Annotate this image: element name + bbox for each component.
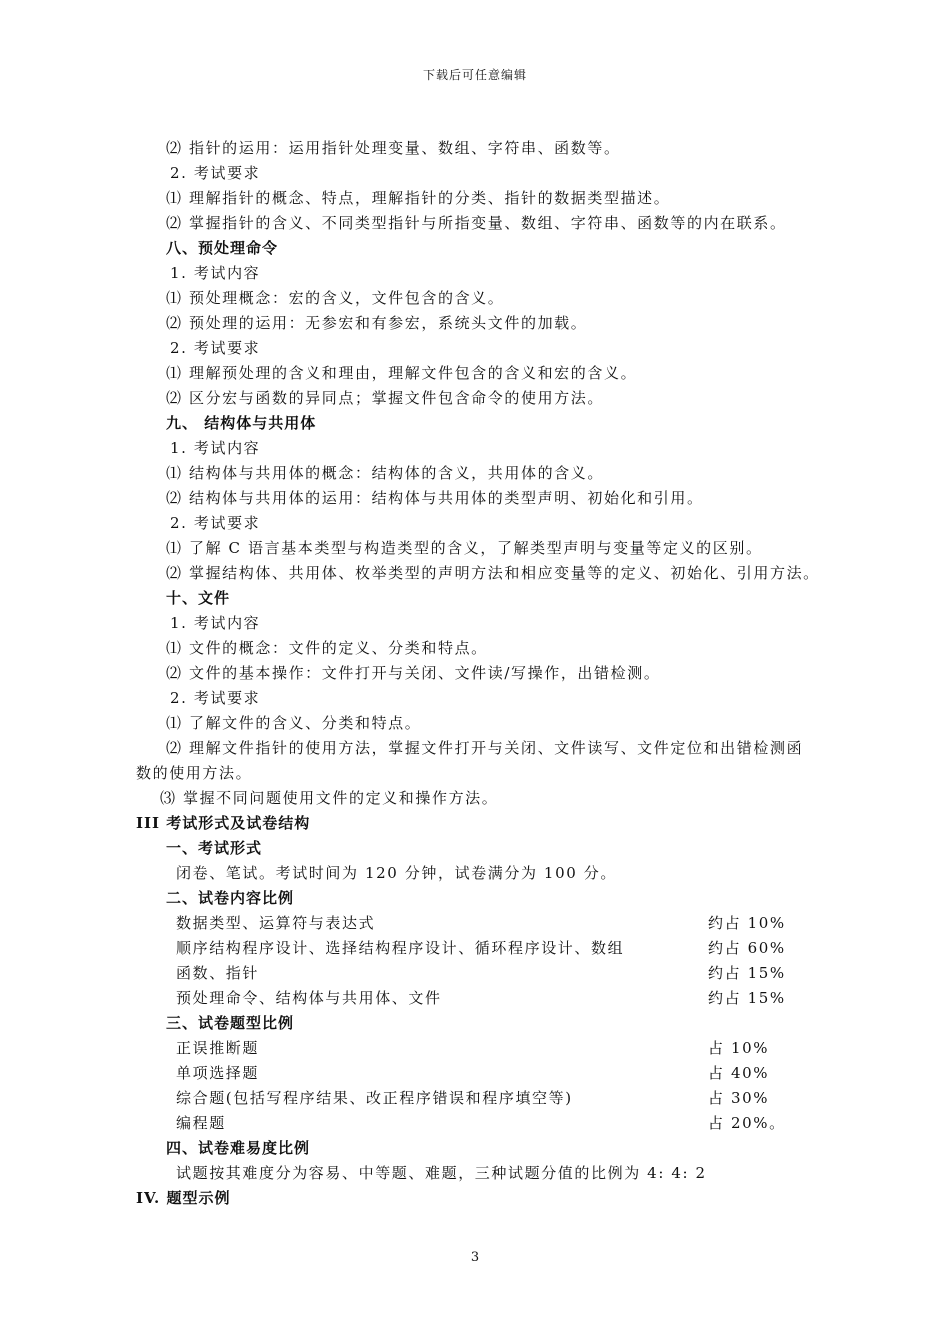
part-heading: III 考试形式及试卷结构 [136,814,311,832]
ratio-name: 单项选择题 [176,1064,260,1082]
section-heading: 一、考试形式 [166,839,263,857]
ratio-value: 占 40% [708,1064,770,1082]
text-line: ⑶ 掌握不同问题使用文件的定义和操作方法。 [160,789,499,807]
text-line: ⑴ 了解 C 语言基本类型与构造类型的含义，了解类型声明与变量等定义的区别。 [166,539,763,557]
text-line: ⑴ 了解文件的含义、分类和特点。 [166,714,422,732]
text-line: ⑴ 文件的概念：文件的定义、分类和特点。 [166,639,488,657]
text-line: 试题按其难度分为容易、中等题、难题，三种试题分值的比例为 4: 4: 2 [176,1164,707,1182]
text-line: ⑵ 预处理的运用：无参宏和有参宏，系统头文件的加载。 [166,314,588,332]
ratio-name: 函数、指针 [176,964,260,982]
ratio-row [136,1086,826,1111]
ratio-name: 正误推断题 [176,1039,260,1057]
text-line: 2. 考试要求 [170,164,261,182]
text-line: 1. 考试内容 [170,264,261,282]
ratio-name: 顺序结构程序设计、选择结构程序设计、循环程序设计、数组 [176,939,625,957]
section-heading: 十、文件 [166,589,231,607]
ratio-row [136,986,826,1011]
section-heading: 九、 结构体与共用体 [166,414,317,432]
text-line: ⑵ 文件的基本操作：文件打开与关闭、文件读/写操作，出错检测。 [166,664,661,682]
text-line: 数的使用方法。 [136,764,253,782]
text-line: ⑵ 掌握指针的含义、不同类型指针与所指变量、数组、字符串、函数等的内在联系。 [166,214,787,232]
text-line: ⑵ 区分宏与函数的异同点；掌握文件包含命令的使用方法。 [166,389,604,407]
document-body [136,136,826,1211]
ratio-row [136,961,826,986]
text-line: ⑴ 预处理概念：宏的含义，文件包含的含义。 [166,289,505,307]
section-heading: 三、试卷题型比例 [166,1014,295,1032]
text-line: 2. 考试要求 [170,689,261,707]
text-line: ⑵ 理解文件指针的使用方法，掌握文件打开与关闭、文件读写、文件定位和出错检测函 [166,739,804,757]
ratio-row [136,911,826,936]
text-line: ⑴ 理解预处理的含义和理由，理解文件包含的含义和宏的含义。 [166,364,638,382]
ratio-value: 约占 15% [708,964,786,982]
text-line: 1. 考试内容 [170,439,261,457]
section-heading: 八、预处理命令 [166,239,279,257]
part-heading: IV. 题型示例 [136,1189,231,1207]
ratio-name: 数据类型、运算符与表达式 [176,914,376,932]
ratio-value: 占 30% [708,1089,770,1107]
text-line: 2. 考试要求 [170,514,261,532]
ratio-value: 占 20%。 [708,1114,786,1132]
text-line: ⑵ 结构体与共用体的运用：结构体与共用体的类型声明、初始化和引用。 [166,489,704,507]
ratio-row [136,1111,826,1136]
ratio-name: 综合题(包括写程序结果、改正程序错误和程序填空等) [176,1089,573,1107]
ratio-name: 编程题 [176,1114,226,1132]
page-header: 下载后可任意编辑 [422,68,527,82]
text-line: ⑵ 掌握结构体、共用体、枚举类型的声明方法和相应变量等的定义、初始化、引用方法。 [166,564,820,582]
ratio-value: 约占 15% [708,989,786,1007]
ratio-value: 约占 60% [708,939,786,957]
section-heading: 二、试卷内容比例 [166,889,295,907]
ratio-row [136,1061,826,1086]
text-line: ⑴ 结构体与共用体的概念：结构体的含义，共用体的含义。 [166,464,604,482]
text-line: ⑴ 理解指针的概念、特点，理解指针的分类、指针的数据类型描述。 [166,189,671,207]
ratio-row [136,936,826,961]
text-line: 闭卷、笔试。考试时间为 120 分钟，试卷满分为 100 分。 [176,864,617,882]
text-line: 1. 考试内容 [170,614,261,632]
ratio-value: 约占 10% [708,914,786,932]
text-line: 2. 考试要求 [170,339,261,357]
ratio-value: 占 10% [708,1039,770,1057]
section-heading: 四、试卷难易度比例 [166,1139,311,1157]
page-number: 3 [470,1250,480,1265]
text-line: ⑵ 指针的运用：运用指针处理变量、数组、字符串、函数等。 [166,139,621,157]
ratio-row [136,1036,826,1061]
ratio-name: 预处理命令、结构体与共用体、文件 [176,989,442,1007]
